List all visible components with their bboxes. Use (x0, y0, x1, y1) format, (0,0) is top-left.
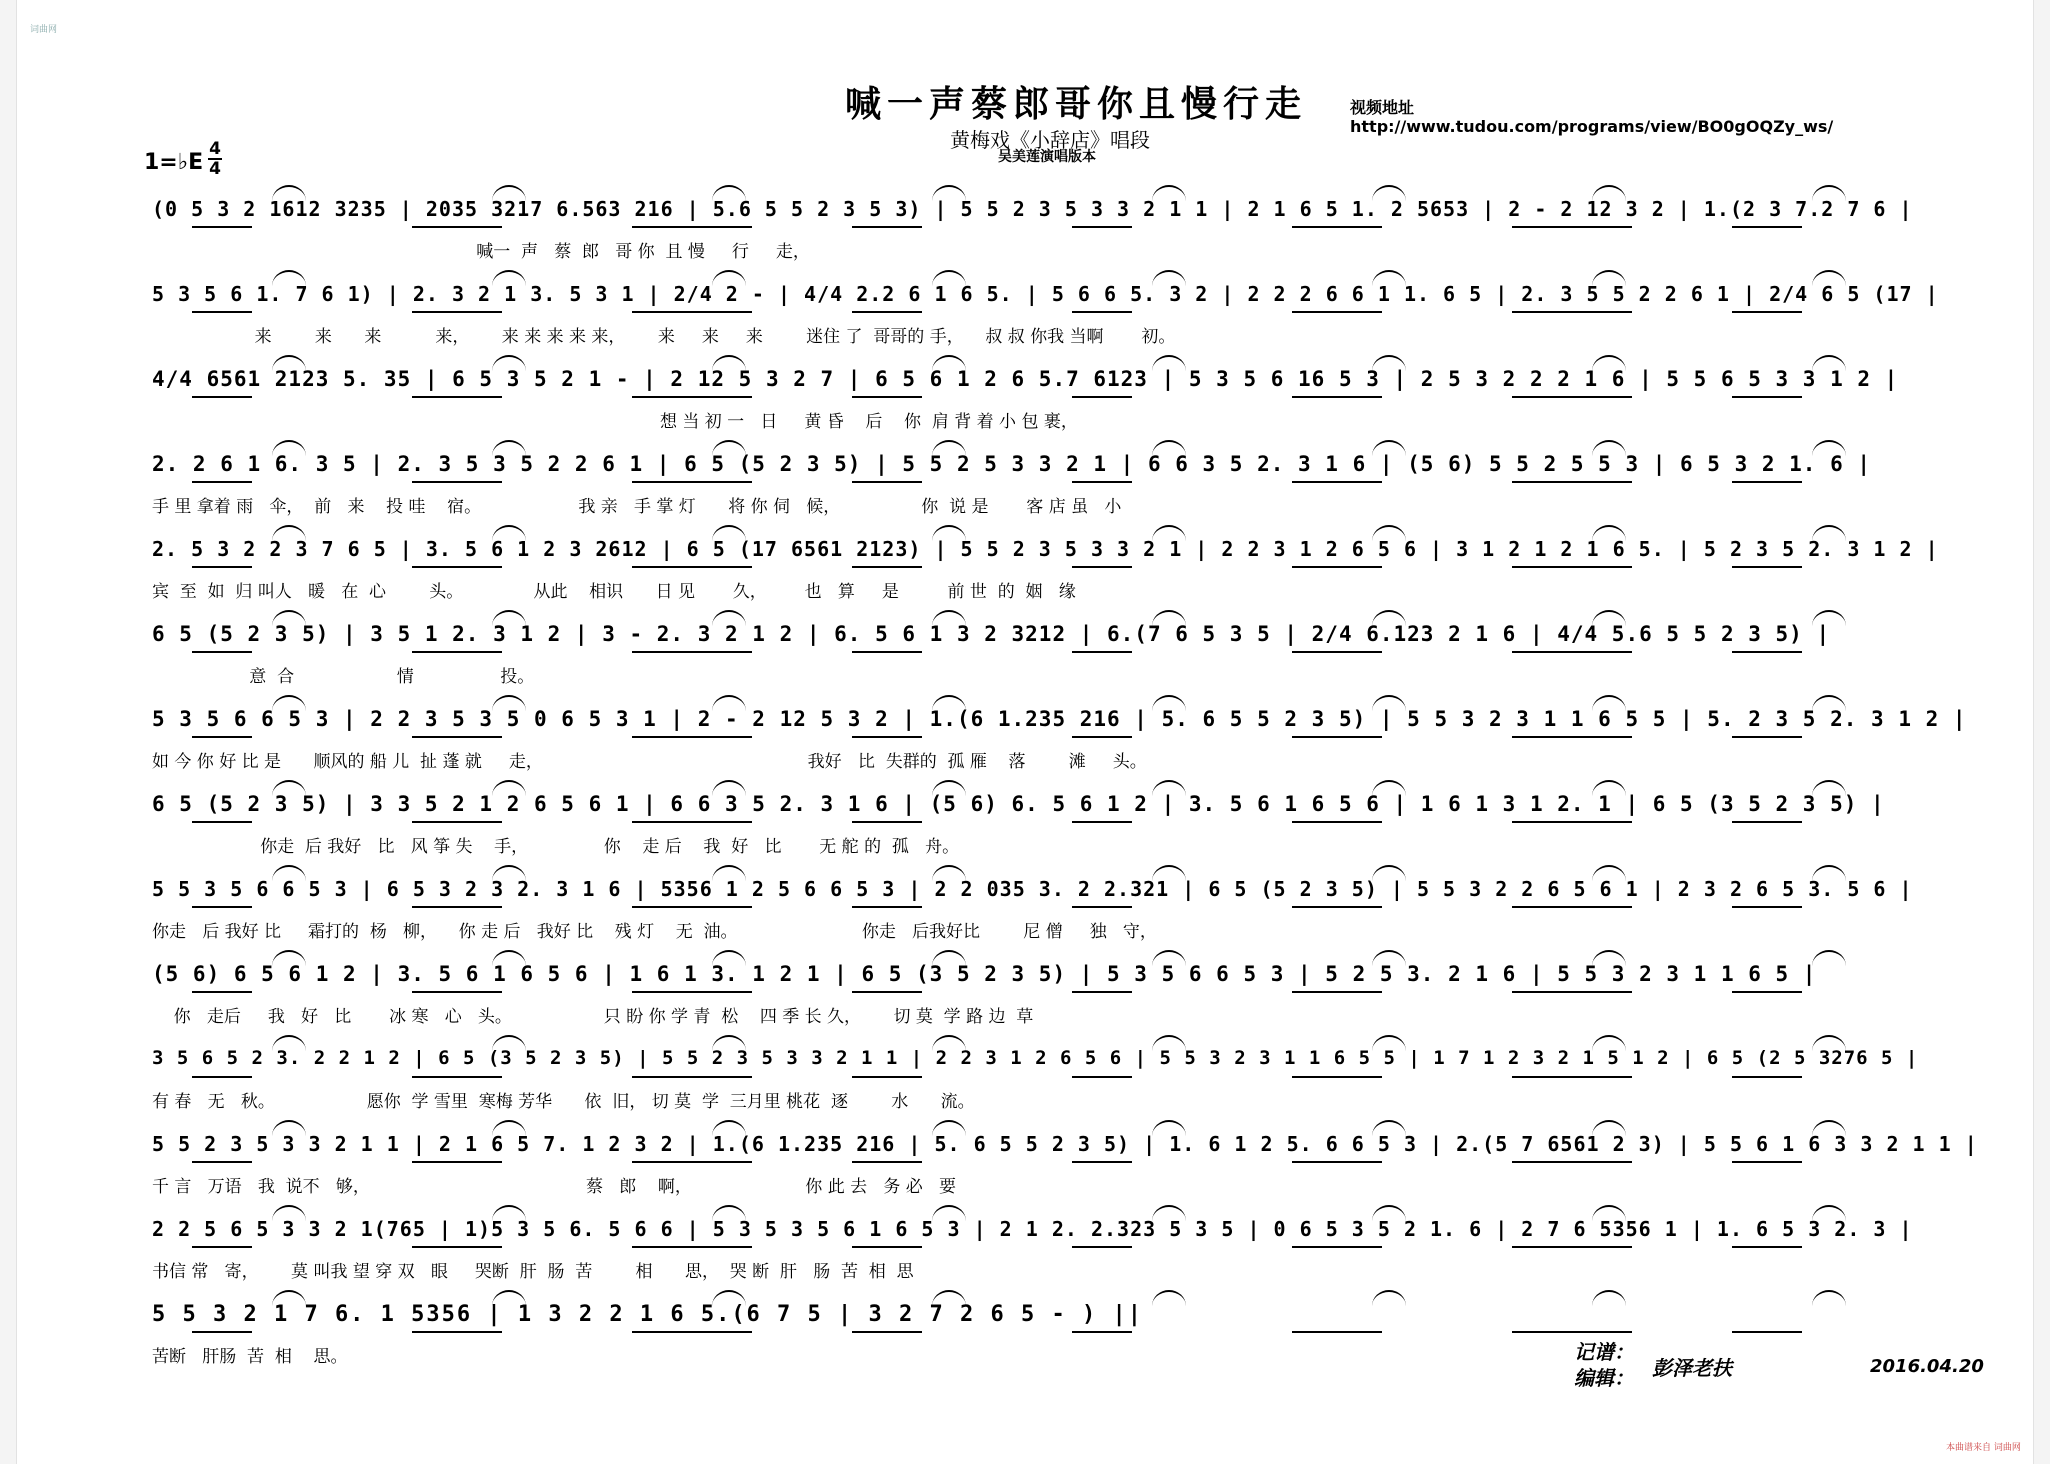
beam-underline (852, 481, 922, 483)
slur-mark (1592, 780, 1626, 796)
slur-mark (272, 525, 306, 541)
beam-underline (1732, 396, 1802, 398)
beam-underline (1512, 906, 1632, 908)
beam-underline (192, 1246, 252, 1248)
beam-underline (1732, 566, 1802, 568)
slur-mark (1812, 1035, 1846, 1051)
slur-mark (1592, 355, 1626, 371)
slur-mark (712, 950, 746, 966)
slur-mark (1152, 865, 1186, 881)
slur-mark (1372, 355, 1406, 371)
slur-mark (272, 950, 306, 966)
beam-underline (632, 396, 752, 398)
lyrics-text: 你 走后 我 好 比 冰 寒 心 头。 只 盼 你 学 青 松 四 季 长 久， 切 莫 学 路 边 草 (152, 1007, 1034, 1027)
slur-mark (1812, 780, 1846, 796)
slur-mark (932, 1290, 966, 1306)
beam-underline (852, 566, 922, 568)
slur-mark (1592, 185, 1626, 201)
beam-underline (1072, 1331, 1132, 1333)
slur-mark (492, 610, 526, 626)
slur-mark (272, 270, 306, 286)
slur-mark (712, 1035, 746, 1051)
beam-underline (1512, 736, 1632, 738)
beam-underline (852, 396, 922, 398)
slur-mark (1372, 440, 1406, 456)
beam-underline (1512, 481, 1632, 483)
slur-mark (1592, 950, 1626, 966)
numbered-notation: 5 5 2 3 5 3 3 2 1 1 | 2 1 6 5 7. 1 2 3 2 | 1.(6 1.235 216 | 5. 6 5 5 2 3 5) | 1. 6 1 2 5. 6 6 5 3 | 2.(5 7 6561 2 3) | 5 5 6 1 6 3 3 2 1 1 | (152, 1132, 1978, 1156)
beam-underline (412, 906, 502, 908)
beam-underline (412, 566, 502, 568)
beam-underline (412, 481, 502, 483)
lyrics-line (152, 1002, 1982, 1026)
beam-underline (632, 1331, 752, 1333)
lyrics-line (152, 1172, 1982, 1196)
slur-mark (932, 1035, 966, 1051)
slur-mark (1812, 865, 1846, 881)
notes-line (152, 448, 1982, 488)
beam-underline (1512, 821, 1632, 823)
beam-underline (1732, 1161, 1802, 1163)
beam-underline (1732, 736, 1802, 738)
video-url[interactable]: http://www.tudou.com/programs/view/BO0gOQZy_ws/ (1350, 117, 1834, 136)
slur-mark (272, 355, 306, 371)
editor-name: 彭泽老扶 (1652, 1356, 1732, 1380)
beam-underline (852, 736, 922, 738)
beam-underline (1292, 226, 1382, 228)
meter-top: 4 (209, 139, 221, 159)
beam-underline (412, 991, 502, 993)
beam-underline (1512, 566, 1632, 568)
date: 2016.04.20 (1870, 1356, 1984, 1377)
lyrics-text: 手 里 拿着 雨 伞， 前 来 投 哇 宿。 我 亲 手 掌 灯 将 你 伺 候， 你 说 是 客 店 虽 小 (152, 497, 1122, 517)
beam-underline (1072, 311, 1132, 313)
slur-mark (272, 185, 306, 201)
slur-mark (492, 1290, 526, 1306)
video-label: 视频地址 (1350, 98, 1415, 117)
beam-underline (1732, 226, 1802, 228)
slur-mark (1812, 185, 1846, 201)
slur-mark (1372, 780, 1406, 796)
meter-bottom: 4 (209, 159, 221, 179)
beam-underline (632, 1076, 752, 1078)
beam-underline (192, 1331, 252, 1333)
slur-mark (1592, 695, 1626, 711)
slur-mark (1812, 440, 1846, 456)
numbered-notation: 6 5 (5 2 3 5) | 3 3 5 2 1 2 6 5 6 1 | 6 6 3 5 2. 3 1 6 | (5 6) 6. 5 6 1 2 | 3. 5 6 1 6 5 6 | 1 6 1 3 1 2. 1 | 6 5 (3 5 2 3 5) | (152, 792, 1885, 816)
slur-mark (1152, 185, 1186, 201)
slur-mark (712, 525, 746, 541)
slur-mark (1152, 1120, 1186, 1136)
beam-underline (192, 226, 252, 228)
slur-mark (1812, 525, 1846, 541)
beam-underline (1072, 226, 1132, 228)
lyrics-text: 你走 后 我好 比 风 筝 失 手， 你 走 后 我 好 比 无 舵 的 孤 舟。 (152, 837, 960, 857)
beam-underline (1512, 651, 1632, 653)
slur-mark (1592, 1120, 1626, 1136)
slur-mark (492, 1205, 526, 1221)
lyrics-text: 想 当 初 一 日 黄 昏 后 你 肩 背 着 小 包 裹， (152, 412, 1078, 432)
slur-mark (1592, 440, 1626, 456)
slur-mark (272, 1290, 306, 1306)
slur-mark (1372, 1205, 1406, 1221)
beam-underline (852, 991, 922, 993)
slur-mark (1152, 440, 1186, 456)
slur-mark (492, 865, 526, 881)
slur-mark (492, 950, 526, 966)
beam-underline (1292, 566, 1382, 568)
beam-underline (1732, 651, 1802, 653)
beam-underline (852, 1161, 922, 1163)
slur-mark (492, 1035, 526, 1051)
slur-mark (1372, 1290, 1406, 1306)
slur-mark (1812, 695, 1846, 711)
lyrics-text: 宾 至 如 归 叫人 暖 在 心 头。 从此 相识 日 见 久， 也 算 是 前 世 的 姻 缘 (152, 582, 1076, 602)
slur-mark (932, 1120, 966, 1136)
beam-underline (852, 1331, 922, 1333)
slur-mark (1152, 950, 1186, 966)
lyrics-line (152, 832, 1982, 856)
slur-mark (1812, 950, 1846, 966)
beam-underline (1292, 311, 1382, 313)
song-subtitle: 黄梅戏《小辞店》唱段 (950, 128, 1150, 152)
slur-mark (1812, 270, 1846, 286)
editor-label: 编辑： (1574, 1366, 1634, 1390)
beam-underline (1072, 1076, 1132, 1078)
beam-underline (632, 736, 752, 738)
slur-mark (1372, 1035, 1406, 1051)
slur-mark (1152, 355, 1186, 371)
slur-mark (932, 610, 966, 626)
beam-underline (1512, 1331, 1632, 1333)
beam-underline (1292, 1246, 1382, 1248)
beam-underline (632, 311, 752, 313)
numbered-notation: 5 3 5 6 1. 7 6 1) | 2. 3 2 1 3. 5 3 1 | 2/4 2 - | 4/4 2.2 6 1 6 5. | 5 6 6 5. 3 2 | 2 2 2 6 6 1 1. 6 5 | 2. 3 5 5 2 2 6 1 | 2/4 6 5 (17 | (152, 282, 1939, 306)
beam-underline (192, 481, 252, 483)
key-signature: 1=♭E (144, 150, 204, 175)
slur-mark (492, 270, 526, 286)
slur-mark (272, 1205, 306, 1221)
beam-underline (852, 311, 922, 313)
slur-mark (272, 695, 306, 711)
lyrics-line (152, 1087, 1982, 1111)
slur-mark (1152, 780, 1186, 796)
slur-mark (1372, 950, 1406, 966)
beam-underline (192, 651, 252, 653)
notes-line (152, 533, 1982, 573)
lyrics-text: 苦断 肝肠 苦 相 思。 (152, 1347, 348, 1367)
beam-underline (1292, 651, 1382, 653)
beam-underline (1512, 1161, 1632, 1163)
beam-underline (1292, 821, 1382, 823)
slur-mark (1152, 695, 1186, 711)
lyrics-line (152, 917, 1982, 941)
slur-mark (1372, 865, 1406, 881)
slur-mark (492, 780, 526, 796)
slur-mark (492, 185, 526, 201)
slur-mark (1152, 1205, 1186, 1221)
beam-underline (412, 1246, 502, 1248)
slur-mark (1812, 1205, 1846, 1221)
slur-mark (932, 355, 966, 371)
slur-mark (1152, 610, 1186, 626)
slur-mark (712, 610, 746, 626)
slur-mark (1152, 270, 1186, 286)
slur-mark (1812, 610, 1846, 626)
beam-underline (192, 311, 252, 313)
beam-underline (632, 1161, 752, 1163)
lyrics-text: 意 合 情 投。 (152, 667, 535, 687)
slur-mark (712, 865, 746, 881)
beam-underline (1292, 1076, 1382, 1078)
notes-line (152, 873, 1982, 913)
beam-underline (412, 736, 502, 738)
slur-mark (1812, 355, 1846, 371)
beam-underline (1072, 991, 1132, 993)
beam-underline (1292, 1331, 1382, 1333)
slur-mark (1372, 695, 1406, 711)
beam-underline (1732, 991, 1802, 993)
slur-mark (272, 1120, 306, 1136)
notes-line (152, 958, 1982, 998)
beam-underline (1072, 821, 1132, 823)
slur-mark (492, 440, 526, 456)
beam-underline (632, 566, 752, 568)
slur-mark (712, 185, 746, 201)
lyrics-line (152, 492, 1982, 516)
slur-mark (712, 1290, 746, 1306)
beam-underline (412, 396, 502, 398)
beam-underline (192, 991, 252, 993)
notes-line (152, 193, 1982, 233)
beam-underline (1292, 736, 1382, 738)
slur-mark (932, 525, 966, 541)
beam-underline (1732, 821, 1802, 823)
beam-underline (412, 1331, 502, 1333)
beam-underline (1072, 566, 1132, 568)
beam-underline (412, 311, 502, 313)
beam-underline (1512, 991, 1632, 993)
beam-underline (852, 651, 922, 653)
beam-underline (412, 1076, 502, 1078)
beam-underline (632, 906, 752, 908)
slur-mark (712, 1120, 746, 1136)
beam-underline (852, 1246, 922, 1248)
numbered-notation: 3 5 6 5 2 3. 2 2 1 2 | 6 5 (3 5 2 3 5) | 5 5 2 3 5 3 3 2 1 1 | 2 2 3 1 2 6 5 6 | 5 5 3 2 3 1 1 6 5 5 | 1 7 1 2 3 2 1 5 1 2 | 6 5 (2 5 3276 5 | (152, 1047, 1919, 1069)
lyrics-text: 你走 后 我好 比 霜打的 杨 柳， 你 走 后 我好 比 残 灯 无 油。 你走 后我好比 尼 僧 独 守， (152, 922, 1157, 942)
slur-mark (1592, 865, 1626, 881)
beam-underline (1732, 311, 1802, 313)
beam-underline (1072, 481, 1132, 483)
beam-underline (1732, 481, 1802, 483)
numbered-notation: 5 5 3 5 6 6 5 3 | 6 5 3 2 3 2. 3 1 6 | 5356 1 2 5 6 6 5 3 | 2 2 035 3. 2 2.321 | 6 5 (5 2 3 5) | 5 5 3 2 2 6 5 6 1 | 2 3 2 6 5 3. 5 6 | (152, 877, 1913, 901)
notes-line (152, 363, 1982, 403)
beam-underline (1072, 1161, 1132, 1163)
left-page-edge (0, 0, 17, 1464)
lyrics-text: 书信 常 寄， 莫 叫我 望 穿 双 眼 哭断 肝 肠 苦 相 思， 哭 断 肝 肠 苦 相 思 (152, 1262, 914, 1282)
right-page-edge (2033, 0, 2050, 1464)
slur-mark (1812, 1120, 1846, 1136)
time-signature (208, 140, 222, 178)
beam-underline (412, 821, 502, 823)
beam-underline (852, 906, 922, 908)
song-title: 喊一声蔡郎哥你且慢行走 (845, 83, 1308, 125)
lyrics-text: 有 春 无 秋。 愿你 学 雪里 寒梅 芳华 依 旧， 切 莫 学 三月里 桃花 逐 水 流。 (152, 1092, 975, 1112)
notes-line (152, 788, 1982, 828)
notes-line (152, 1213, 1982, 1253)
beam-underline (1072, 736, 1132, 738)
beam-underline (192, 1161, 252, 1163)
lyrics-text: 千 言 万语 我 说不 够， 蔡 郎 啊， 你 此 去 务 必 要 (152, 1177, 956, 1197)
slur-mark (932, 440, 966, 456)
slur-mark (1372, 1120, 1406, 1136)
beam-underline (632, 226, 752, 228)
slur-mark (1592, 270, 1626, 286)
slur-mark (1372, 185, 1406, 201)
slur-mark (492, 355, 526, 371)
lyrics-line (152, 747, 1982, 771)
lyrics-line (152, 1257, 1982, 1281)
slur-mark (1592, 525, 1626, 541)
slur-mark (272, 780, 306, 796)
notes-line (152, 1128, 1982, 1168)
beam-underline (852, 226, 922, 228)
numbered-notation: 5 5 3 2 1 7 6. 1 5356 | 1 3 2 2 1 6 5.(6 7 5 | 3 2 7 2 6 5 - ) || (152, 1302, 1143, 1327)
numbered-notation: (5 6) 6 5 6 1 2 | 3. 5 6 1 6 5 6 | 1 6 1 3. 1 2 1 | 6 5 (3 5 2 3 5) | 5 3 5 6 6 5 3 | 5 2 5 3. 2 1 6 | 5 5 3 2 3 1 1 6 5 | (152, 962, 1817, 986)
slur-mark (1372, 610, 1406, 626)
slur-mark (1152, 1035, 1186, 1051)
slur-mark (932, 950, 966, 966)
beam-underline (1732, 1076, 1802, 1078)
slur-mark (1592, 1035, 1626, 1051)
slur-mark (492, 695, 526, 711)
beam-underline (1512, 396, 1632, 398)
notes-line (152, 1043, 1982, 1083)
numbered-notation: 5 3 5 6 6 5 3 | 2 2 3 5 3 5 0 6 5 3 1 | 2 - 2 12 5 3 2 | 1.(6 1.235 216 | 5. 6 5 5 2 3 5) | 5 5 3 2 3 1 1 6 5 5 | 5. 2 3 5 2. 3 1 2 | (152, 707, 1967, 731)
notes-line (152, 278, 1982, 318)
slur-mark (932, 1205, 966, 1221)
beam-underline (1732, 1246, 1802, 1248)
slur-mark (272, 1035, 306, 1051)
slur-mark (272, 865, 306, 881)
slur-mark (932, 780, 966, 796)
beam-underline (192, 736, 252, 738)
numbered-notation: (0 5 3 2 1612 3235 | 2035 3217 6.563 216 | 5.6 5 5 2 3 5 3) | 5 5 2 3 5 3 3 2 1 1 | 2 1 6 5 1. 2 5653 | 2 - 2 12 3 2 | 1.(2 3 7.2 7 6 | (152, 197, 1913, 221)
slur-mark (712, 1205, 746, 1221)
beam-underline (1072, 396, 1132, 398)
beam-underline (1732, 1331, 1802, 1333)
numbered-notation: 2. 5 3 2 2 3 7 6 5 | 3. 5 6 1 2 3 2612 | 6 5 (17 6561 2123) | 5 5 2 3 5 3 3 2 1 | 2 2 3 1 2 6 5 6 | 3 1 2 1 2 1 6 5. | 5 2 3 5 2. 3 1 2 | (152, 537, 1939, 561)
notes-line (152, 618, 1982, 658)
beam-underline (192, 396, 252, 398)
beam-underline (192, 906, 252, 908)
beam-underline (412, 226, 502, 228)
beam-underline (1072, 906, 1132, 908)
beam-underline (632, 481, 752, 483)
beam-underline (1292, 991, 1382, 993)
slur-mark (1592, 1205, 1626, 1221)
beam-underline (192, 566, 252, 568)
beam-underline (192, 821, 252, 823)
slur-mark (492, 525, 526, 541)
slur-mark (712, 440, 746, 456)
corner-watermark: 词曲网 (30, 25, 58, 35)
lyrics-text: 喊一 声 蔡 郎 哥 你 且 慢 行 走， (152, 242, 810, 262)
lyrics-line (152, 407, 1982, 431)
lyrics-line (152, 322, 1982, 346)
beam-underline (192, 1076, 252, 1078)
lyrics-line (152, 662, 1982, 686)
beam-underline (1072, 651, 1132, 653)
beam-underline (1292, 481, 1382, 483)
beam-underline (412, 1161, 502, 1163)
slur-mark (712, 270, 746, 286)
beam-underline (1512, 226, 1632, 228)
slur-mark (1372, 525, 1406, 541)
numbered-notation: 6 5 (5 2 3 5) | 3 5 1 2. 3 1 2 | 3 - 2. 3 2 1 2 | 6. 5 6 1 3 2 3212 | 6.(7 6 5 3 5 | 2/4 6.123 2 1 6 | 4/4 5.6 5 5 2 3 5) | (152, 622, 1831, 646)
beam-underline (1732, 906, 1802, 908)
beam-underline (632, 651, 752, 653)
slur-mark (932, 865, 966, 881)
footer-watermark: 本曲谱来自 词曲网 (1946, 1443, 2021, 1453)
slur-mark (932, 185, 966, 201)
slur-mark (1592, 1290, 1626, 1306)
slur-mark (712, 780, 746, 796)
slur-mark (272, 610, 306, 626)
beam-underline (852, 1076, 922, 1078)
slur-mark (1812, 1290, 1846, 1306)
beam-underline (1292, 906, 1382, 908)
notes-line (152, 703, 1982, 743)
lyrics-text: 来 来 来 来， 来 来 来 来 来， 来 来 来 迷住 了 哥哥的 手， 叔 叔 你我 当啊 初。 (152, 327, 1176, 347)
beam-underline (632, 821, 752, 823)
beam-underline (412, 651, 502, 653)
transcriber-label: 记谱： (1574, 1340, 1634, 1364)
slur-mark (1592, 610, 1626, 626)
slur-mark (932, 695, 966, 711)
beam-underline (1292, 396, 1382, 398)
lyrics-line (152, 237, 1982, 261)
slur-mark (932, 270, 966, 286)
numbered-notation: 2. 2 6 1 6. 3 5 | 2. 3 5 3 5 2 2 6 1 | 6 5 (5 2 3 5) | 5 5 2 5 3 3 2 1 | 6 6 3 5 2. 3 1 6 | (5 6) 5 5 2 5 5 3 | 6 5 3 2 1. 6 | (152, 452, 1872, 476)
notes-line (152, 1298, 1982, 1338)
numbered-notation: 2 2 5 6 5 3 3 2 1(765 | 1)5 3 5 6. 5 6 6 | 5 3 5 3 5 6 1 6 5 3 | 2 1 2. 2.323 5 3 5 | 0 6 5 3 5 2 1. 6 | 2 7 6 5356 1 | 1. 6 5 3 2. 3 | (152, 1217, 1913, 1241)
beam-underline (1292, 1161, 1382, 1163)
slur-mark (712, 355, 746, 371)
beam-underline (1512, 311, 1632, 313)
beam-underline (1512, 1246, 1632, 1248)
slur-mark (272, 440, 306, 456)
beam-underline (632, 991, 752, 993)
slur-mark (712, 695, 746, 711)
beam-underline (1072, 1246, 1132, 1248)
slur-mark (1372, 270, 1406, 286)
slur-mark (492, 1120, 526, 1136)
beam-underline (852, 821, 922, 823)
slur-mark (1152, 525, 1186, 541)
beam-underline (632, 1246, 752, 1248)
performance-version: 吴美莲演唱版本 (998, 149, 1096, 165)
lyrics-text: 如 今 你 好 比 是 顺风的 船 儿 扯 蓬 就 走， 我好 比 失群的 孤 雁 落 滩 头。 (152, 752, 1147, 772)
beam-underline (1512, 1076, 1632, 1078)
lyrics-line (152, 577, 1982, 601)
numbered-notation: 4/4 6561 2123 5. 35 | 6 5 3 5 2 1 - | 2 12 5 3 2 7 | 6 5 6 1 2 6 5.7 6123 | 5 3 5 6 16 5 3 | 2 5 3 2 2 2 1 6 | 5 5 6 5 3 3 1 2 | (152, 367, 1899, 391)
slur-mark (1152, 1290, 1186, 1306)
